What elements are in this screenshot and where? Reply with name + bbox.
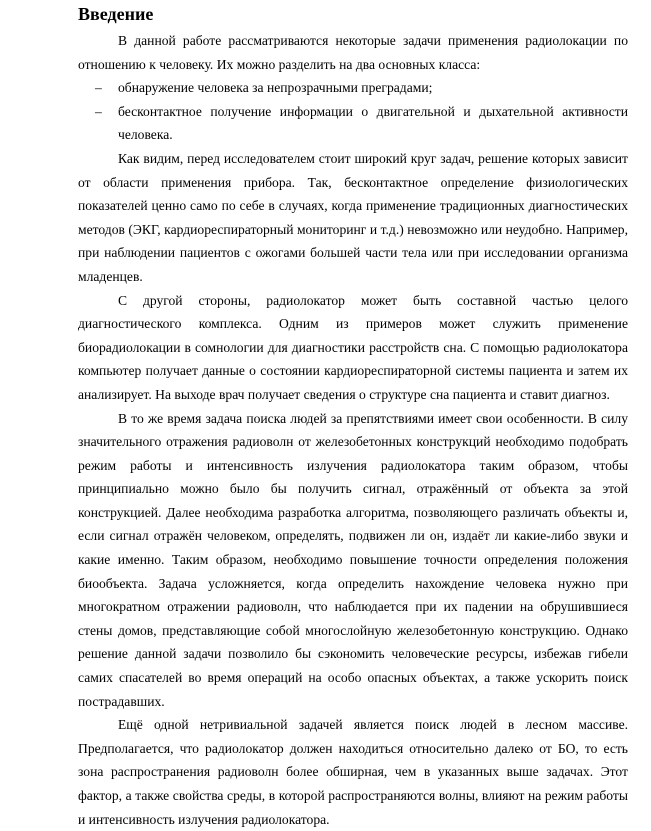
body-paragraph: Ещё одной нетривиальной задачей является поиск людей в лесном массиве. Предполагается, что радиолокатор должен находиться относительно далеко от БО, то есть зона распространения радиоволн более обширная, чем в указанных выше задачах. Этот фактор, а также свойства среды, в которой распространяются волны, влияют на режим работы и интенсивность излучения радиолокатора. xyxy=(78,717,628,827)
list-item xyxy=(78,100,628,147)
intro-paragraph: В данной работе рассматриваются некоторые задачи применения радиолокации по отношению к человеку. Их можно разделить на два основных класса: xyxy=(78,33,628,72)
dash-marker: – xyxy=(95,103,102,119)
body-paragraph: Как видим, перед исследователем стоит широкий круг задач, решение которых зависит от области применения прибора. Так, бесконтактное определение физиологических показателей ценно само по себе в случаях, когда применение традиционных диагностических методов (ЭКГ, кардиореспираторный мониторинг и т.д.) невозможно или неудобно. Например, при наблюдении пациентов с ожогами большей части тела или при исследовании организма младенцев. xyxy=(78,150,628,284)
list-item xyxy=(78,76,628,100)
document-page xyxy=(78,0,628,831)
dash-marker: – xyxy=(95,80,102,96)
list-item-text: обнаружение человека за непрозрачными преградами; xyxy=(118,80,433,96)
body-paragraph: В то же время задача поиска людей за препятствиями имеет свои особенности. В силу значительного отражения радиоволн от железобетонных конструкций необходимо подобрать режим работы и интенсивность излучения радиолокатора таким образом, чтобы принципиально можно было бы получить сигнал, отражённый от объекта за этой конструкцией. Далее необходима разработка алгоритма, позволяющего различать объекты и, если сигнал отражён человеком, определять, подвижен ли он, издаёт ли какие-либо звуки и какие именно. Таким образом, необходимо повышение точности определения положения биообъекта. Задача усложняется, когда определить нахождение человека нужно при многократном отражении радиоволн, что наблюдается при их падении на обрушившиеся стены домов, представляющие собой многослойную железобетонную конструкцию. Однако решение данной задачи позволило бы сэкономить человеческие ресурсы, избежав гибели самих спасателей во время операций на особо опасных объектах, а также ускорить поиск пострадавших. xyxy=(78,410,628,709)
section-heading: Введение xyxy=(78,4,154,24)
list-item-text: бесконтактное получение информации о двигательной и дыхательной активности человека. xyxy=(118,103,628,143)
task-class-list xyxy=(78,76,628,147)
body-paragraph: С другой стороны, радиолокатор может быть составной частью целого диагностического комплекса. Одним из примеров может служить применение биорадиолокации в сомнологии для диагностики расстройств сна. С помощью радиолокатора компьютер получает данные о состоянии кардиореспираторной системы пациента и затем их анализирует. На выходе врач получает сведения о структуре сна пациента и ставит диагноз. xyxy=(78,292,628,402)
